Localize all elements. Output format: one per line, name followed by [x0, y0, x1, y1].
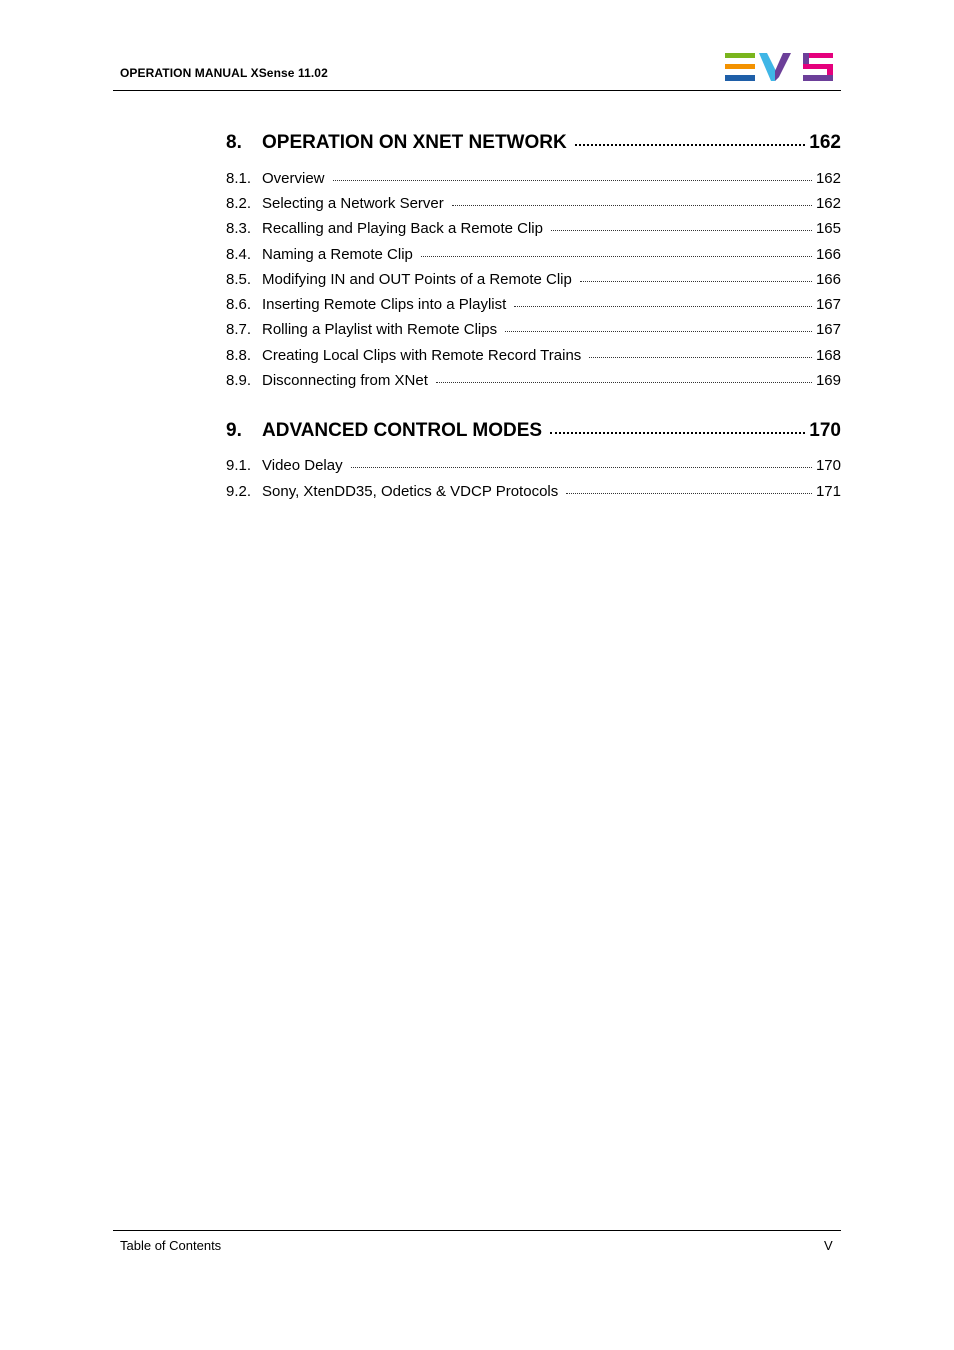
toc-section-8-2[interactable]: [226, 193, 841, 215]
toc-section-8-1[interactable]: [226, 168, 841, 190]
chapter-number: 8.: [226, 132, 242, 153]
toc-chapter-8[interactable]: [226, 130, 841, 156]
section-page: 166: [815, 246, 841, 263]
section-title: Modifying IN and OUT Points of a Remote Clip: [262, 271, 572, 288]
dot-leader: [550, 431, 805, 434]
section-title: Rolling a Playlist with Remote Clips: [262, 321, 498, 338]
chapter-page: 162: [809, 132, 841, 153]
section-page: 169: [815, 372, 841, 389]
section-page: 162: [815, 195, 841, 212]
section-title: Overview: [262, 170, 325, 187]
section-title: Sony, XtenDD35, Odetics & VDCP Protocols: [262, 483, 559, 500]
toc-section-8-9[interactable]: [226, 370, 841, 392]
section-number: 8.1.: [226, 170, 252, 187]
evs-logo: [725, 53, 835, 81]
dot-leader: [421, 255, 812, 257]
dot-leader: [580, 280, 812, 282]
dot-leader: [452, 204, 812, 206]
dot-leader: [436, 381, 812, 383]
section-number: 8.5.: [226, 271, 252, 288]
dot-leader: [505, 330, 812, 332]
header-divider: [113, 90, 841, 91]
section-page: 170: [815, 457, 841, 474]
section-page: 167: [815, 321, 841, 338]
section-number: 8.3.: [226, 220, 252, 237]
section-number: 9.1.: [226, 457, 252, 474]
dot-leader: [575, 143, 806, 146]
footer-divider: [113, 1230, 841, 1231]
toc-section-9-1[interactable]: [226, 455, 841, 477]
dot-leader: [551, 229, 812, 231]
toc-section-8-8[interactable]: [226, 345, 841, 367]
section-page: 166: [815, 271, 841, 288]
section-number: 8.7.: [226, 321, 252, 338]
section-page: 171: [815, 483, 841, 500]
section-page: 162: [815, 170, 841, 187]
section-title: Inserting Remote Clips into a Playlist: [262, 296, 507, 313]
section-page: 167: [815, 296, 841, 313]
chapter-page: 170: [809, 420, 841, 441]
section-title: Disconnecting from XNet: [262, 372, 428, 389]
section-page: 165: [815, 220, 841, 237]
toc-section-8-4[interactable]: [226, 244, 841, 266]
section-title: Naming a Remote Clip: [262, 246, 413, 263]
section-title: Recalling and Playing Back a Remote Clip: [262, 220, 543, 237]
toc-section-8-6[interactable]: [226, 294, 841, 316]
manual-title: OPERATION MANUAL XSense 11.02: [120, 66, 328, 80]
toc-section-8-7[interactable]: [226, 319, 841, 341]
toc-chapter-9[interactable]: [226, 418, 841, 444]
chapter-title: OPERATION ON XNET NETWORK: [262, 132, 567, 153]
section-number: 8.4.: [226, 246, 252, 263]
footer-section-label: Table of Contents: [120, 1238, 222, 1253]
toc-section-9-2[interactable]: [226, 481, 841, 503]
section-number: 8.8.: [226, 347, 252, 364]
dot-leader: [589, 356, 812, 358]
section-number: 9.2.: [226, 483, 252, 500]
footer-page-number: V: [824, 1238, 833, 1253]
toc-section-8-3[interactable]: [226, 218, 841, 240]
dot-leader: [333, 179, 812, 181]
section-number: 8.6.: [226, 296, 252, 313]
dot-leader: [514, 305, 812, 307]
section-title: Selecting a Network Server: [262, 195, 444, 212]
section-page: 168: [815, 347, 841, 364]
dot-leader: [351, 466, 812, 468]
chapter-number: 9.: [226, 420, 242, 441]
toc-section-8-5[interactable]: [226, 269, 841, 291]
section-number: 8.9.: [226, 372, 252, 389]
chapter-title: ADVANCED CONTROL MODES: [262, 420, 543, 441]
section-title: Video Delay: [262, 457, 343, 474]
section-number: 8.2.: [226, 195, 252, 212]
dot-leader: [566, 492, 812, 494]
section-title: Creating Local Clips with Remote Record Trains: [262, 347, 582, 364]
